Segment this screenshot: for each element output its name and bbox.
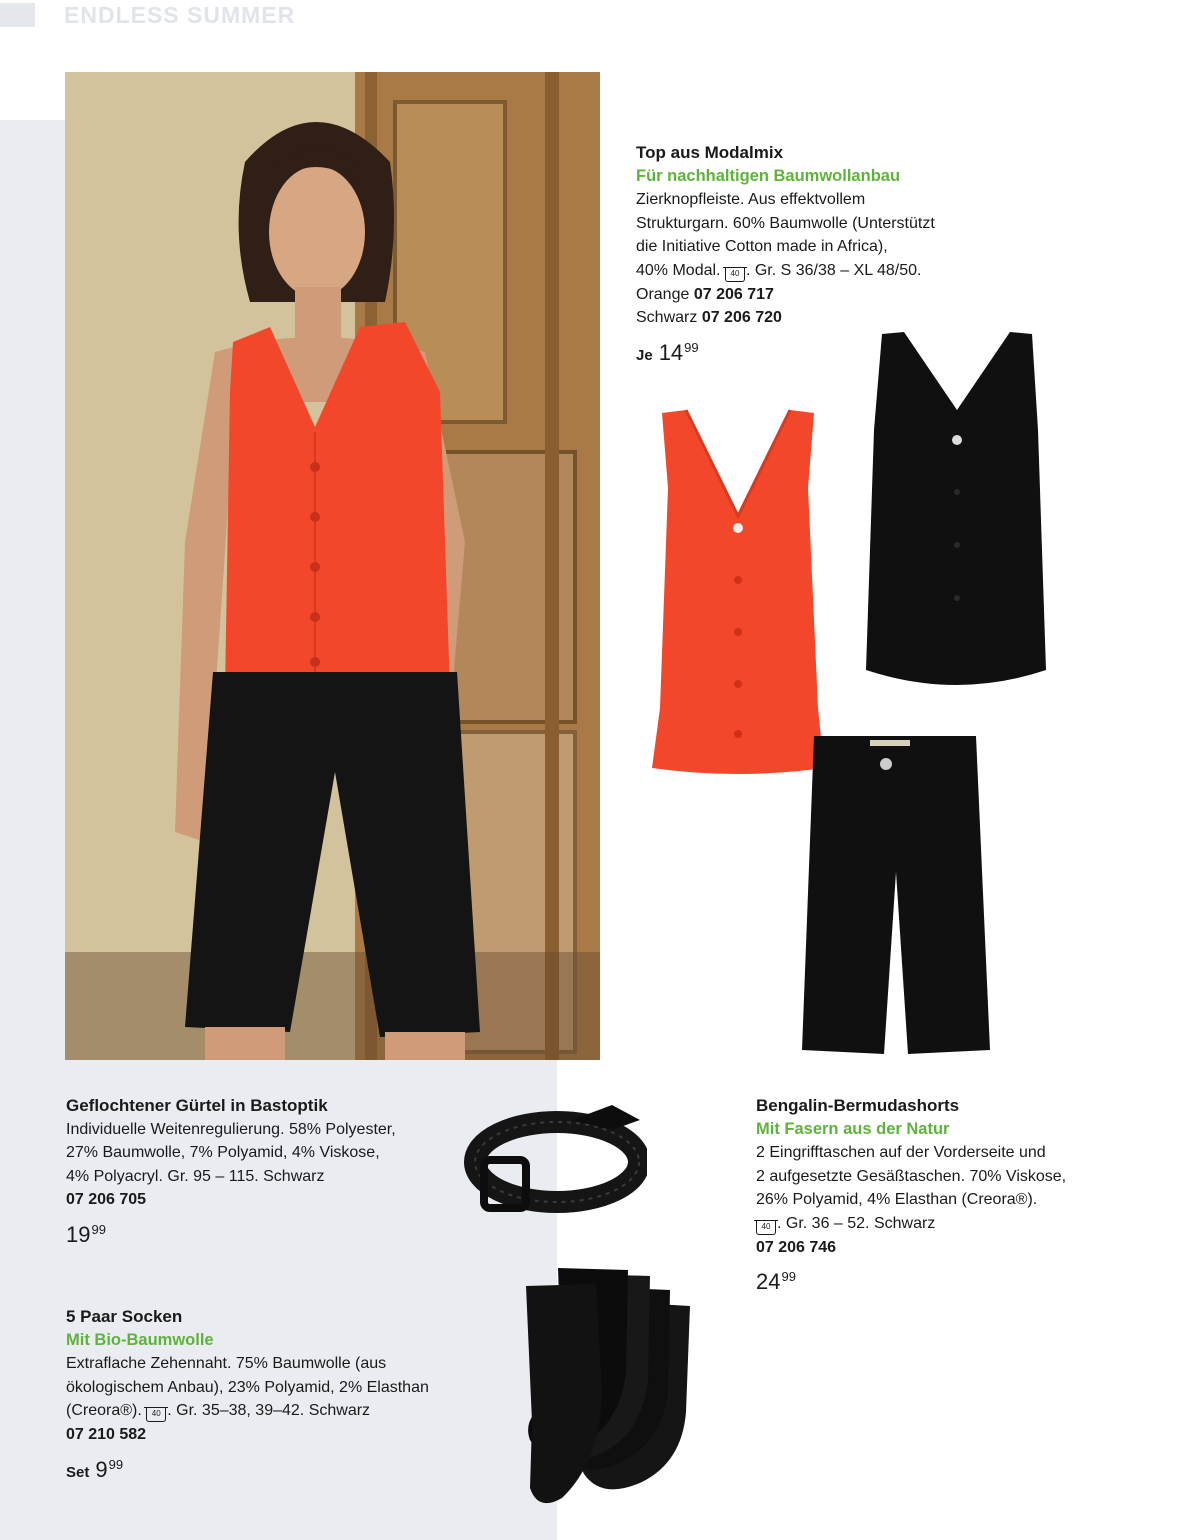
price-main: 24	[756, 1269, 781, 1295]
article-number: 07 206 705	[66, 1191, 147, 1209]
product-description-line: die Initiative Cotton made in Africa),	[636, 238, 888, 256]
product-description-line: 2 aufgesetzte Gesäßtaschen. 70% Viskose,	[756, 1167, 1067, 1185]
color-option-black	[636, 306, 996, 330]
product-description-line	[636, 259, 996, 283]
product-shorts-info	[756, 1094, 1116, 1294]
product-title: Bengalin-Bermudashorts	[756, 1096, 960, 1115]
article-number: 07 210 582	[66, 1425, 147, 1443]
description-text: 40% Modal.	[636, 261, 721, 279]
product-description-line: Individuelle Weitenregulierung. 58% Polyester,	[66, 1120, 396, 1138]
color-name: Schwarz	[636, 309, 698, 327]
price	[756, 1265, 1116, 1294]
price-cents: 99	[781, 1269, 796, 1285]
product-description-line	[756, 1212, 1116, 1236]
price	[66, 1218, 446, 1247]
product-description-line: Strukturgarn. 60% Baumwolle (Unterstützt	[636, 214, 935, 232]
price-main: 9	[95, 1456, 108, 1482]
price-prefix: Set	[66, 1463, 90, 1481]
article-number: 07 206 746	[756, 1238, 837, 1256]
description-text: (Creora®).	[66, 1402, 142, 1420]
product-description-line: 27% Baumwolle, 7% Polyamid, 4% Viskose,	[66, 1144, 380, 1162]
black-socks-image	[522, 1262, 694, 1508]
product-subtitle: Für nachhaltigen Baumwollanbau	[636, 166, 901, 185]
price-cents: 99	[684, 339, 699, 355]
black-shorts-image	[800, 732, 992, 1057]
black-top-image	[862, 330, 1052, 695]
product-title: 5 Paar Socken	[66, 1307, 183, 1326]
price	[66, 1453, 486, 1485]
product-description-line: 2 Eingrifftaschen auf der Vorderseite und	[756, 1144, 1046, 1162]
model-photo	[65, 72, 600, 1060]
product-title: Top aus Modalmix	[636, 143, 784, 162]
product-description-line	[66, 1399, 486, 1423]
product-description-line: 26% Polyamid, 4% Elasthan (Creora®).	[756, 1191, 1038, 1209]
description-text: . Gr. 35–38, 39–42. Schwarz	[167, 1402, 371, 1420]
price-cents: 99	[108, 1456, 124, 1472]
description-text: . Gr. 36 – 52. Schwarz	[777, 1214, 936, 1232]
color-name: Orange	[636, 285, 690, 303]
color-option-orange	[636, 283, 996, 307]
product-socks-info	[66, 1305, 486, 1484]
wash-temperature-icon: 40	[756, 1221, 776, 1235]
price-cents: 99	[91, 1221, 106, 1237]
braided-belt-image	[462, 1100, 647, 1222]
description-text: . Gr. S 36/38 – XL 48/50.	[745, 261, 922, 279]
product-description-line: Extraflache Zehennaht. 75% Baumwolle (aus	[66, 1355, 387, 1373]
header-marker	[0, 3, 35, 27]
product-description-line: Zierknopfleiste. Aus effektvollem	[636, 191, 866, 209]
product-subtitle: Mit Bio-Baumwolle	[66, 1330, 214, 1349]
orange-top-image	[648, 408, 830, 780]
wash-temperature-icon: 40	[146, 1408, 166, 1422]
wash-temperature-icon: 40	[725, 268, 745, 282]
product-title: Geflochtener Gürtel in Bastoptik	[66, 1096, 328, 1115]
product-subtitle: Mit Fasern aus der Natur	[756, 1119, 950, 1138]
section-title: ENDLESS SUMMER	[64, 2, 296, 28]
product-description-line: ökologischem Anbau), 23% Polyamid, 2% Elasthan	[66, 1378, 429, 1396]
price-prefix: Je	[636, 346, 653, 364]
price-main: 19	[66, 1221, 91, 1247]
price-main: 14	[658, 339, 684, 365]
article-number: 07 206 717	[693, 285, 774, 303]
product-description-line: 4% Polyacryl. Gr. 95 – 115. Schwarz	[66, 1167, 325, 1185]
article-number: 07 206 720	[701, 309, 782, 327]
product-belt-info	[66, 1094, 446, 1247]
